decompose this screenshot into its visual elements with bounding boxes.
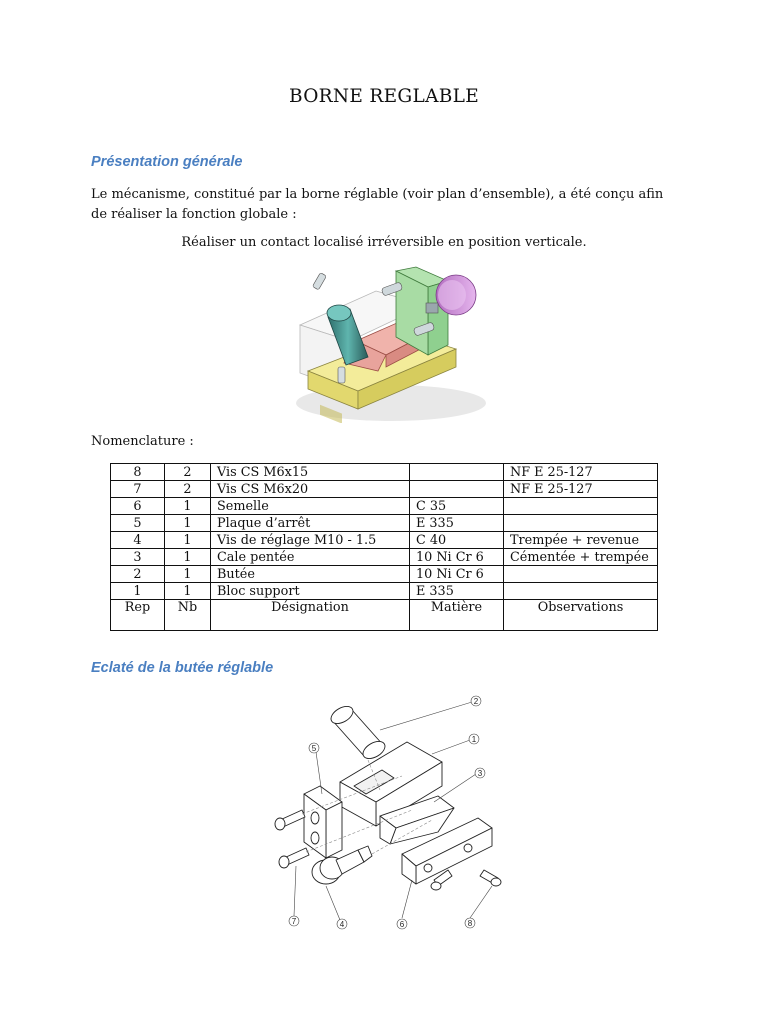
section-heading-exploded-view: Eclaté de la butée réglable	[91, 660, 274, 676]
designation-cell: Semelle	[211, 498, 410, 515]
matiere-cell	[410, 464, 504, 481]
nb-cell: 1	[165, 566, 211, 583]
designation-cell: Bloc support	[211, 583, 410, 600]
matiere-cell: 10 Ni Cr 6	[410, 549, 504, 566]
nb-cell: 2	[165, 481, 211, 498]
header-rep: Rep	[111, 600, 165, 631]
table-row	[111, 566, 658, 583]
designation-cell: Vis CS M6x15	[211, 464, 410, 481]
rep-cell: 6	[111, 498, 165, 515]
rep-cell: 2	[111, 566, 165, 583]
exploded-view-drawing	[262, 690, 512, 935]
observations-cell	[504, 515, 658, 532]
matiere-cell: 10 Ni Cr 6	[410, 566, 504, 583]
table-row	[111, 532, 658, 549]
observations-cell: NF E 25-127	[504, 481, 658, 498]
table-header-row	[111, 600, 658, 631]
designation-cell: Vis CS M6x20	[211, 481, 410, 498]
designation-cell: Cale pentée	[211, 549, 410, 566]
observations-cell: Cémentée + trempée	[504, 549, 658, 566]
matiere-cell: C 40	[410, 532, 504, 549]
page-title: BORNE REGLABLE	[288, 86, 480, 107]
nb-cell: 1	[165, 532, 211, 549]
assembly-3d-illustration	[286, 263, 486, 423]
header-nb: Nb	[165, 600, 211, 631]
rep-cell: 3	[111, 549, 165, 566]
nomenclature-label: Nomenclature :	[91, 434, 194, 449]
observations-cell: NF E 25-127	[504, 464, 658, 481]
callout-7: 7	[291, 917, 297, 926]
observations-cell: Trempée + revenue	[504, 532, 658, 549]
callout-1: 1	[471, 735, 477, 744]
nb-cell: 1	[165, 583, 211, 600]
table-row	[111, 583, 658, 600]
rep-cell: 4	[111, 532, 165, 549]
table-row	[111, 481, 658, 498]
nomenclature-table	[110, 463, 658, 631]
designation-cell: Plaque d’arrêt	[211, 515, 410, 532]
header-matiere: Matière	[410, 600, 504, 631]
intro-paragraph: Le mécanisme, constitué par la borne réglable (voir plan d’ensemble), a été conçu afin de réaliser la fonction globale :	[91, 187, 664, 222]
callout-3: 3	[477, 769, 483, 778]
table-row	[111, 464, 658, 481]
observations-cell	[504, 583, 658, 600]
observations-cell	[504, 566, 658, 583]
section-heading-presentation: Présentation générale	[91, 154, 243, 170]
observations-cell	[504, 498, 658, 515]
table-row	[111, 498, 658, 515]
table-row	[111, 549, 658, 566]
nb-cell: 1	[165, 498, 211, 515]
global-function-statement: Réaliser un contact localisé irréversible en position verticale.	[181, 235, 587, 250]
matiere-cell: E 335	[410, 583, 504, 600]
callout-5: 5	[311, 744, 317, 753]
rep-cell: 5	[111, 515, 165, 532]
nb-cell: 2	[165, 464, 211, 481]
table-row	[111, 515, 658, 532]
designation-cell: Butée	[211, 566, 410, 583]
nb-cell: 1	[165, 515, 211, 532]
matiere-cell	[410, 481, 504, 498]
rep-cell: 7	[111, 481, 165, 498]
matiere-cell: C 35	[410, 498, 504, 515]
matiere-cell: E 335	[410, 515, 504, 532]
callout-6: 6	[399, 920, 405, 929]
callout-4: 4	[339, 920, 345, 929]
header-observations: Observations	[504, 600, 658, 631]
callout-2: 2	[473, 697, 479, 706]
callout-8: 8	[467, 919, 473, 928]
designation-cell: Vis de réglage M10 - 1.5	[211, 532, 410, 549]
nb-cell: 1	[165, 549, 211, 566]
rep-cell: 1	[111, 583, 165, 600]
header-designation: Désignation	[211, 600, 410, 631]
rep-cell: 8	[111, 464, 165, 481]
